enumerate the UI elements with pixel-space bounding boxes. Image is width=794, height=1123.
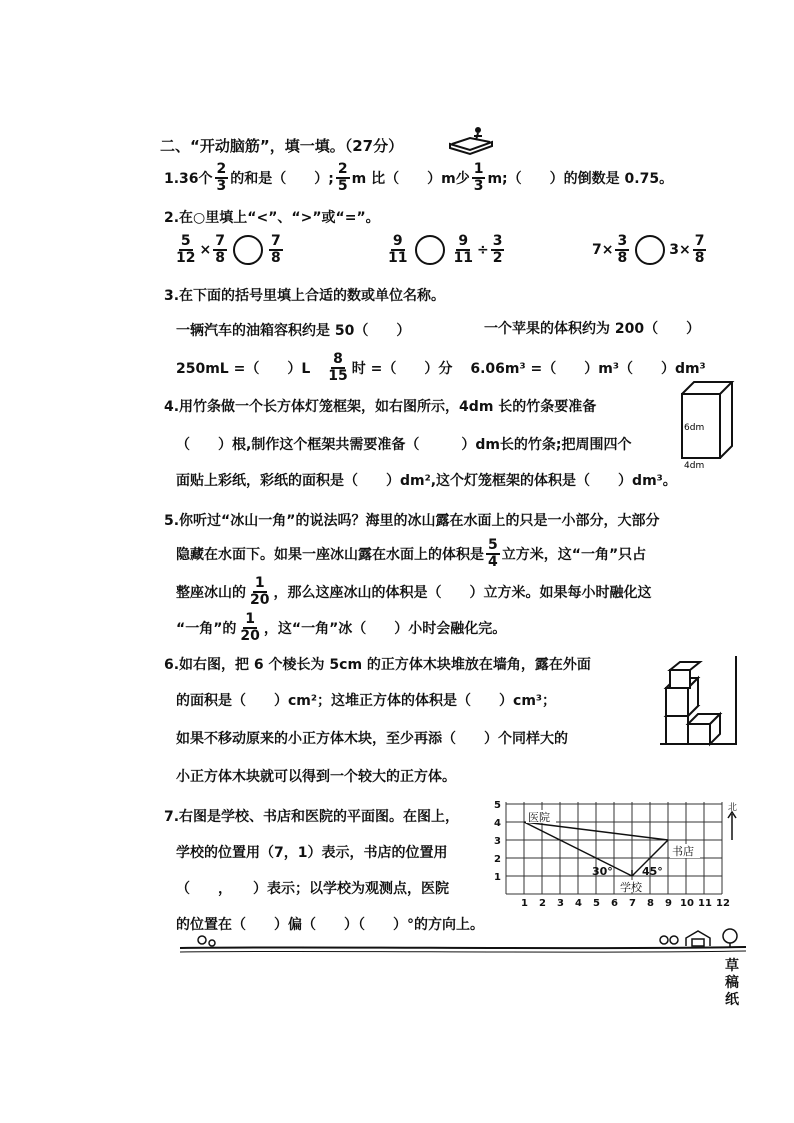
q5-line-2 [176, 534, 646, 574]
section-title [160, 135, 403, 156]
num: 2 [337, 161, 348, 177]
num: 7 [270, 233, 281, 249]
y-tick: 2 [494, 854, 501, 865]
number: 7 [592, 242, 602, 258]
den: 11 [388, 250, 408, 266]
x-tick: 6 [611, 898, 618, 909]
x-tick: 12 [716, 898, 730, 909]
house-icon [686, 931, 710, 946]
q7-text: 的位置在（ ）偏（ ）（ ）°的方向上。 [176, 917, 484, 933]
q7-line-3 [176, 878, 449, 898]
fraction-1-20 [248, 576, 271, 608]
q5-text: ，这“一角”冰（ ）小时会融化完。 [263, 621, 507, 637]
y-tick: 3 [494, 836, 501, 847]
num: 8 [333, 351, 343, 367]
school-label: 学校 [620, 881, 642, 894]
den: 2 [492, 250, 503, 266]
location-grid-map [492, 800, 738, 910]
question-1 [164, 158, 673, 198]
num: 5 [180, 233, 191, 249]
q6-text: 6.如右图，把 6 个棱长为 5cm 的正方体木块堆放在墙角，露在外面 [164, 657, 591, 673]
scratch-paper-label [722, 958, 742, 1009]
q6-text: 小正方体木块就可以得到一个较大的正方体。 [176, 769, 456, 785]
den: 3 [473, 178, 484, 194]
x-tick: 5 [593, 898, 600, 909]
den: 15 [328, 368, 348, 384]
x-tick: 2 [539, 898, 546, 909]
tree-right-icon [723, 929, 737, 948]
north-label: 北 [728, 803, 738, 813]
q5-line-1 [164, 510, 659, 530]
den: 3 [216, 178, 227, 194]
footer-divider [180, 928, 746, 954]
num: 2 [216, 161, 227, 177]
frac [693, 234, 707, 266]
q4-text: （ ）根,制作这个框架共需要准备（ ）dm长的竹条;把周围四个 [176, 437, 632, 453]
num: 7 [215, 233, 225, 249]
q5-text: 立方米，这“一角”只占 [501, 547, 647, 563]
q3-text: 6.06m³ =（ ）m³（ ）dm³ [470, 361, 706, 377]
x-tick: 7 [629, 898, 636, 909]
q2-expression-1 [172, 234, 285, 266]
q5-text: ，那么这座冰山的体积是（ ）立方米。如果每小时融化这 [273, 585, 652, 601]
q2-expression-3 [592, 234, 708, 266]
question-3-title [164, 285, 445, 305]
q6-line-2 [176, 690, 556, 710]
q3-line-1b [484, 318, 700, 338]
frac [491, 234, 505, 266]
q3-text: 一辆汽车的油箱容积约是 50（ ） [176, 323, 411, 339]
q5-text: “一角”的 [176, 621, 237, 637]
q6-line-1 [164, 654, 591, 674]
q4-line-2 [176, 434, 632, 454]
x-tick: 3 [557, 898, 564, 909]
q3-text: 一个苹果的体积约为 200（ ） [484, 321, 701, 337]
q2-expression-2 [384, 234, 506, 266]
trees-icon [660, 936, 678, 944]
x-tick: 1 [521, 898, 528, 909]
num: 7 [694, 233, 705, 249]
q5-text: 5.你听过“冰山一角”的说法吗？海里的冰山露在水面上的只是一小部分，大部分 [164, 513, 660, 529]
section-title-text: 二、“开动脑筋”，填一填。（27分） [160, 137, 404, 155]
den: 20 [240, 628, 260, 644]
operator: × [678, 242, 691, 258]
num: 1 [254, 575, 265, 591]
operator: × [601, 242, 614, 258]
x-tick: 10 [680, 898, 694, 909]
x-tick: 9 [665, 898, 672, 909]
hospital-label: 医院 [528, 811, 550, 824]
den: 20 [250, 592, 270, 608]
num: 3 [492, 233, 503, 249]
operator: ÷ [476, 242, 489, 258]
height-label: 6dm [684, 423, 705, 433]
q6-text: 如果不移动原来的小正方体木块，至少再添（ ）个同样大的 [176, 731, 568, 747]
q4-text: 4.用竹条做一个长方体灯笼框架，如右图所示，4dm 长的竹条要准备 [164, 399, 597, 415]
frac [451, 234, 474, 266]
q3-line-2 [176, 348, 706, 388]
compare-circle-3[interactable] [635, 235, 665, 265]
frac [174, 234, 197, 266]
fraction-2-3 [215, 162, 229, 194]
den: 8 [694, 250, 705, 266]
q3-text: 时 =（ ）分 [351, 361, 453, 377]
num: 1 [473, 161, 484, 177]
operator: × [199, 242, 212, 258]
bookstore-label: 书店 [672, 845, 694, 858]
fraction-1-3 [472, 162, 486, 194]
den: 8 [617, 250, 628, 266]
fraction-5-4 [486, 538, 500, 570]
num: 3 [617, 233, 628, 249]
stacked-cubes-figure [660, 656, 746, 760]
q3-text: 250mL =（ ）L [176, 361, 311, 377]
q4-line-1 [164, 396, 596, 416]
num: 9 [458, 233, 469, 249]
q7-text: 学校的位置用（7，1）表示，书店的位置用 [176, 845, 448, 861]
q6-text: 的面积是（ ）cm²；这堆正方体的体积是（ ）cm³； [176, 693, 557, 709]
q2-title-text: 2.在○里填上“<”、“>”或“=”。 [164, 210, 380, 226]
question-2-title [164, 207, 380, 227]
den: 11 [453, 250, 473, 266]
q6-line-3 [176, 728, 568, 748]
q7-line-1 [164, 806, 459, 826]
q4-text: 面贴上彩纸，彩纸的面积是（ ）dm²,这个灯笼框架的体积是（ ）dm³。 [176, 473, 677, 489]
compare-circle-2[interactable] [415, 235, 445, 265]
fraction-1-20 [238, 612, 261, 644]
width-label: 4dm [684, 461, 705, 471]
num: 9 [392, 233, 403, 249]
q5-line-3 [176, 572, 651, 612]
fraction-2-5 [336, 162, 350, 194]
y-tick: 5 [494, 800, 501, 811]
q1-text-1: 1.36个 [164, 171, 213, 187]
q5-text: 隐藏在水面下。如果一座冰山露在水面上的体积是 [176, 547, 484, 563]
q1-text-3: m 比（ ）m少 [351, 171, 470, 187]
den: 8 [215, 250, 225, 266]
q7-line-2 [176, 842, 447, 862]
frac [269, 234, 283, 266]
angle-45-label: 45° [642, 865, 663, 878]
y-tick: 1 [494, 872, 501, 883]
x-tick: 11 [698, 898, 712, 909]
den: 8 [270, 250, 281, 266]
flower-left-icon [198, 936, 215, 946]
q4-line-3 [176, 470, 677, 490]
den: 5 [337, 178, 348, 194]
den: 12 [176, 250, 196, 266]
y-tick: 4 [494, 818, 501, 829]
frac [386, 234, 409, 266]
q7-text: （ ， ）表示；以学校为观测点，医院 [176, 881, 449, 897]
num: 1 [245, 611, 256, 627]
frac [615, 234, 629, 266]
compare-circle-1[interactable] [233, 235, 263, 265]
frac [213, 234, 227, 266]
q1-text-4: m;（ ）的倒数是 0.75。 [487, 171, 674, 187]
q1-text-2: 的和是（ ）; [230, 171, 334, 187]
q3-line-1a [176, 320, 410, 340]
x-tick: 8 [647, 898, 654, 909]
q7-text: 7.右图是学校、书店和医院的平面图。在图上， [164, 809, 460, 825]
angle-30-label: 30° [592, 865, 613, 878]
fraction-8-15 [326, 352, 349, 384]
lantern-box-figure [676, 378, 746, 470]
book-icon [448, 124, 494, 156]
den: 4 [488, 554, 498, 570]
north-arrow-icon [728, 812, 736, 840]
scratch-paper-text: 草稿纸 [725, 958, 739, 1008]
q3-title-text: 3.在下面的括号里填上合适的数或单位名称。 [164, 288, 446, 304]
number: 3 [669, 242, 679, 258]
q5-line-4 [176, 608, 506, 648]
q6-line-4 [176, 766, 456, 786]
q5-text: 整座冰山的 [176, 585, 246, 601]
x-tick: 4 [575, 898, 582, 909]
num: 5 [488, 537, 498, 553]
